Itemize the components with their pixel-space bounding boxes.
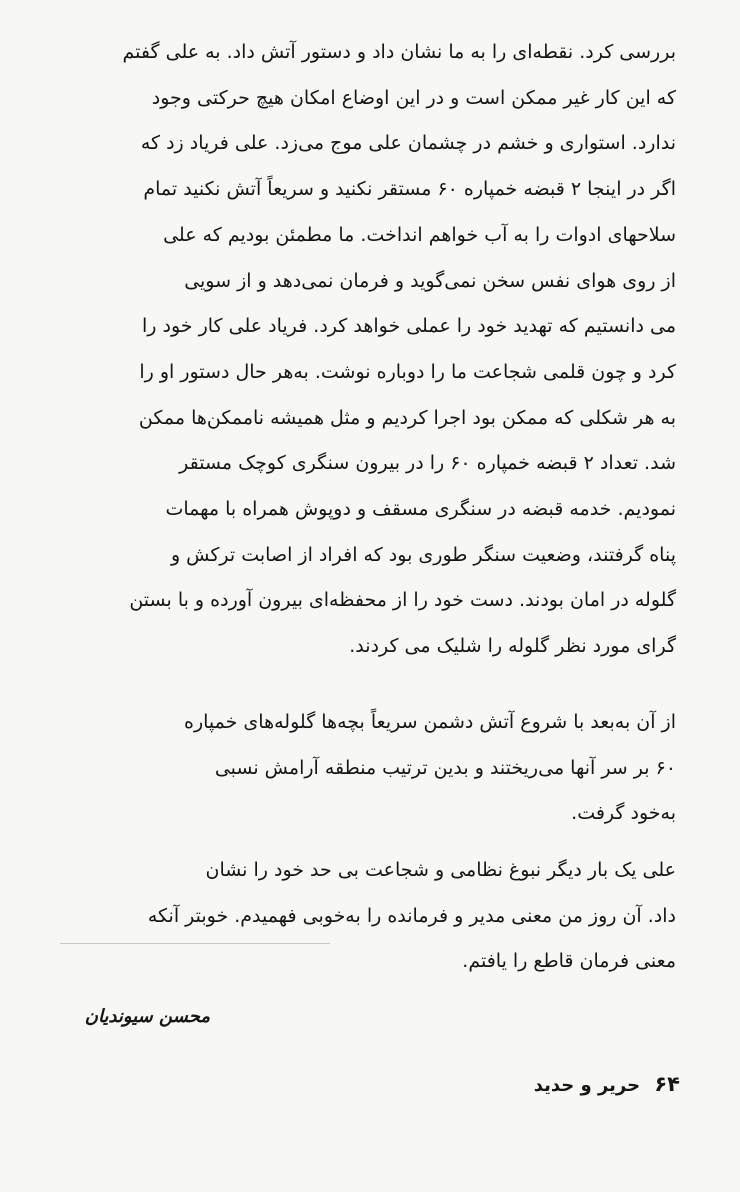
text-line: گلوله در امان بودند. دست خود را از محفظه‌ای بیرون آورده و با بستن <box>129 589 676 612</box>
text-line: گرای مورد نظر گلوله را شلیک می کردند. <box>349 635 676 658</box>
text-line: که این کار غیر ممکن است و در این اوضاع امکان هیچ حرکتی وجود <box>151 86 676 109</box>
text-line: بررسی کرد. نقطه‌ای را به ما نشان داد و دستور آتش داد. به علی گفتم <box>122 41 676 63</box>
bleed-through-rule <box>60 943 330 944</box>
text-line: از آن به‌بعد با شروع آتش دشمن سریعاً بچه‌ها گلوله‌های خمپاره <box>184 711 676 733</box>
text-line: معنی فرمان قاطع را یافتم. <box>462 950 676 973</box>
text-line: شد. تعداد ۲ قبضه خمپاره ۶۰ را در بیرون سنگری کوچک مستقر <box>179 452 676 475</box>
paragraph-1 <box>56 30 676 670</box>
text-line: به‌خود گرفت. <box>571 802 676 825</box>
book-title: حریر و حدید <box>533 1075 641 1096</box>
paragraph-3 <box>56 848 676 985</box>
text-line: اگر در اینجا ۲ قبضه خمپاره ۶۰ مستقر نکنید و سریعاً آتش نکنید تمام <box>143 178 676 201</box>
text-line: از روی هوای نفس سخن نمی‌گوید و فرمان نمی‌دهد و از سویی <box>184 269 676 292</box>
text-line: می دانستیم که تهدید خود را عملی خواهد کرد. فریاد علی کار خود را <box>142 315 676 338</box>
text-line: داد. آن روز من معنی مدیر و فرمانده را به‌خوبی فهمیدم. خوبتر آنکه <box>147 904 676 927</box>
text-line: ۶۰ بر سر آنها می‌ریختند و بدین ترتیب منطقه آرامش نسبی <box>214 756 676 779</box>
text-line: علی یک بار دیگر نبوغ نظامی و شجاعت بی حد خود را نشان <box>205 859 676 881</box>
paragraph-2 <box>56 700 676 837</box>
text-line: پناه گرفتند، وضعیت سنگر طوری بود که افراد از اصابت ترکش و <box>170 543 676 566</box>
text-line: نمودیم. خدمه قبضه در سنگری مسقف و دوپوش همراه با مهمات <box>165 498 676 521</box>
page-footer <box>534 1072 680 1096</box>
text-line: به هر شکلی که ممکن بود اجرا کردیم و مثل همیشه ناممکن‌ها ممکن <box>138 406 676 429</box>
author-signature: محسن سیوندیان <box>84 1006 210 1027</box>
text-line: کرد و چون قلمی شجاعت ما را دوباره نوشت. به‌هر حال دستور او را <box>139 360 676 383</box>
text-line: سلاحهای ادوات را به آب خواهم انداخت. ما مطمئن بودیم که علی <box>163 223 676 246</box>
page-number: ۶۴ <box>654 1072 680 1096</box>
text-line: ندارد. استواری و خشم در چشمان علی موج می‌زد. علی فریاد زد که <box>140 132 676 155</box>
